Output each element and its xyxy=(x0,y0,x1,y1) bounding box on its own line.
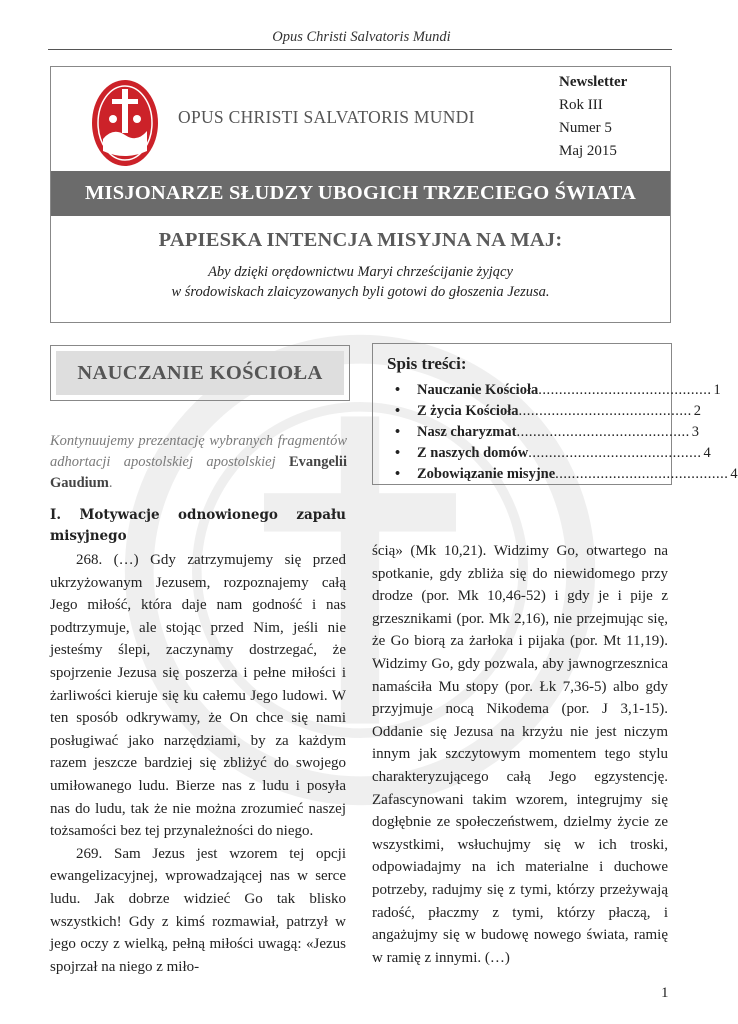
issue-year: Rok III xyxy=(559,97,603,113)
issue-date: Maj 2015 xyxy=(559,143,617,159)
toc-item[interactable]: • Z naszych domów .......................................... 4 xyxy=(395,443,657,464)
issue-number: Numer 5 xyxy=(559,120,612,136)
order-logo-icon xyxy=(91,79,159,167)
article-column-left xyxy=(50,505,346,978)
running-head: Opus Christi Salvatoris Mundi xyxy=(272,29,451,45)
toc-item[interactable]: • Nasz charyzmat .......................................... 3 xyxy=(395,422,657,443)
bullet-icon: • xyxy=(395,445,401,461)
section-title-box xyxy=(50,345,350,401)
article-paragraph-268: 268. (…) Gdy zatrzymujemy się przed ukrzyżowanym Jezusem, rozpoznajemy całą Jego miłość, która daje nam godność i nas podtrzymuje, ale stojąc przed Nim, jeśli nie jesteśmy ślepi, zaczynamy dostrzegać, że spojrzenie Jezusa się poszerza i pełne miłości i żarliwości kieruje się ku całemu Jego ludowi. W ten sposób odkrywamy, że On chce się nami posługiwać jako narzędziami, by za każdym razem jeszcze bardziej się zbliżyć do swojego umiłowanego ludu. Bierze nas z ludu i posyła nas do ludu, tak że nie można zrozumieć naszej tożsamości bez tej przynależności do niego. xyxy=(50,552,346,840)
toc-item[interactable]: • Z życia Kościoła .......................................... 2 xyxy=(395,401,657,422)
article-column-right xyxy=(372,540,668,969)
newsletter-label: Newsletter xyxy=(559,74,628,90)
table-of-contents xyxy=(372,343,738,485)
bullet-icon: • xyxy=(395,403,401,419)
intention-title: PAPIESKA INTENCJA MISYJNA NA MAJ: xyxy=(158,229,563,251)
intro-text: Kontynuujemy prezentację wybranych fragmentów adhortacji apostolskiej apostolskiej xyxy=(50,433,347,470)
article-paragraph-269: 269. Sam Jezus jest wzorem tej opcji ewangelizacyjnej, wprowadzającej nas w serce ludu. Jak dobrze widzieć Go tak blisko wszystkich! Gdy z kimś rozmawiał, patrzył w jego oczy z wielką, pełną miłości uwagą: «Jezus spojrzał na niego z miło- xyxy=(50,845,346,975)
organization-name: OPUS CHRISTI SALVATORIS MUNDI xyxy=(178,107,475,127)
article-heading: I. Motywacje odnowionego zapału misyjnego xyxy=(50,507,346,544)
bullet-icon: • xyxy=(395,382,401,398)
intro-document-title: Evangelii Gaudium xyxy=(50,454,347,491)
header-rule xyxy=(48,49,672,50)
banner-text: MISJONARZE SŁUDZY UBOGICH TRZECIEGO ŚWIATA xyxy=(85,182,636,204)
toc-item[interactable]: • Nauczanie Kościoła .......................................... 1 xyxy=(395,380,657,401)
missionaries-banner xyxy=(51,171,670,216)
issue-info xyxy=(559,71,627,163)
section-title: NAUCZANIE KOŚCIOŁA xyxy=(77,362,323,384)
intention-text xyxy=(51,262,670,302)
masthead xyxy=(50,66,671,323)
article-paragraph-continued: ścią» (Mk 10,21). Widzimy Go, otwartego na spotkanie, gdy zbliża się do niewidomego przy drodze (por. Mk 10,46-52) i gdy je i pije z grzesznikami (por. Mk 2,16), nie przejmując się, że Go biorą za żarłoka i pijaka (por. Mt 11,19). Widzimy Go, gdy pozwala, aby jawnogrzesznica namaściła Mu stopy (por. Łk 7,36-5) albo gdy przyjmuje nocą Nikodema (por. J 3,1-15). Oddanie się Jezusa na krzyżu nie jest niczym innym jak szczytowym momentem tego stylu charakteryzującego całą Jego egzystencję. Zafascynowani takim wzorem, integrujmy się dogłębnie ze społeczeństwem, dzielmy życie ze wszystkimi, wsłuchujmy się w ich troski, odpowiadajmy na ich materialne i duchowe potrzeby, radujmy się z tymi, którzy przeżywają radość, płaczmy z tymi, którzy płaczą, i angażujmy się w budowę nowego świata, ramię w ramię z innymi. (…) xyxy=(372,543,668,966)
toc-item[interactable]: • Zobowiązanie misyjne .......................................... 4 xyxy=(395,464,657,485)
toc-title: Spis treści: xyxy=(387,354,467,373)
intention-line-1: Aby dzięki orędownictwu Maryi chrześcijanie żyjący xyxy=(208,264,513,280)
bullet-icon: • xyxy=(395,424,401,440)
intro-paragraph: Kontynuujemy prezentację wybranych fragmentów adhortacji apostolskiej apostolskiej Evangelii Gaudium. xyxy=(50,433,347,491)
page-number: 1 xyxy=(661,985,669,1001)
intention-line-2: w środowiskach zlaicyzowanych byli gotowi do głoszenia Jezusa. xyxy=(171,284,550,300)
bullet-icon: • xyxy=(395,466,401,482)
toc-list xyxy=(395,380,738,485)
